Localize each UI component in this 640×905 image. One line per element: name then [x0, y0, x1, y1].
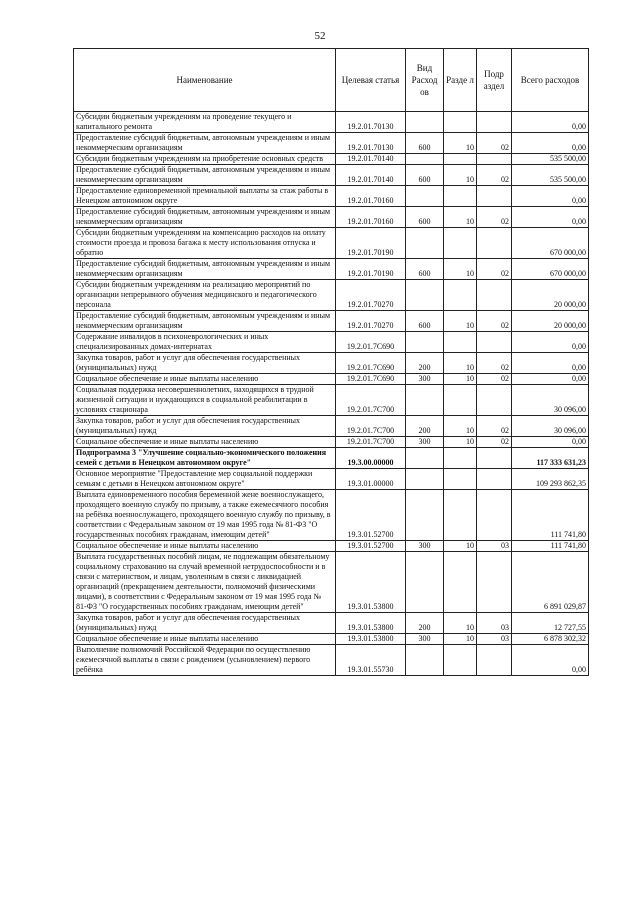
row-subsection [477, 552, 512, 613]
row-article: 19.2.01.7С690 [336, 374, 406, 385]
header-name: Наименование [74, 49, 336, 112]
row-kind: 600 [406, 259, 444, 280]
row-total: 30 096,00 [512, 385, 589, 416]
row-article: 19.3.01.52700 [336, 490, 406, 541]
row-subsection: 03 [477, 541, 512, 552]
row-article: 19.3.01.53800 [336, 613, 406, 634]
row-kind: 300 [406, 541, 444, 552]
row-kind [406, 332, 444, 353]
row-section: 10 [444, 541, 477, 552]
header-kind: Вид Расход ов [406, 49, 444, 112]
row-article: 19.2.01.70140 [336, 154, 406, 165]
table-row [74, 490, 589, 541]
header-total: Всего расходов [512, 49, 589, 112]
row-subsection: 02 [477, 207, 512, 228]
row-subsection: 02 [477, 133, 512, 154]
row-kind: 600 [406, 207, 444, 228]
row-name: Выполнение полномочий Российской Федерации по осуществлению ежемесячной выплаты в связи с рождением (усыновлением) первого ребёнка [74, 645, 336, 676]
row-total: 0,00 [512, 207, 589, 228]
table-row [74, 154, 589, 165]
row-subsection: 02 [477, 374, 512, 385]
row-kind: 200 [406, 416, 444, 437]
row-kind [406, 186, 444, 207]
table-row [74, 112, 589, 133]
row-kind [406, 552, 444, 613]
row-section: 10 [444, 353, 477, 374]
row-total: 670 000,00 [512, 259, 589, 280]
row-kind [406, 112, 444, 133]
row-article: 19.2.01.70270 [336, 280, 406, 311]
row-total: 535 500,00 [512, 154, 589, 165]
row-section: 10 [444, 259, 477, 280]
row-subsection [477, 490, 512, 541]
row-subsection: 02 [477, 165, 512, 186]
row-article: 19.2.01.70140 [336, 165, 406, 186]
row-total: 535 500,00 [512, 165, 589, 186]
row-kind: 300 [406, 634, 444, 645]
table-row [74, 374, 589, 385]
row-subsection: 03 [477, 613, 512, 634]
header-article: Целевая статья [336, 49, 406, 112]
row-section: 10 [444, 165, 477, 186]
row-kind [406, 448, 444, 469]
table-row [74, 645, 589, 676]
row-article: 19.2.01.70190 [336, 228, 406, 259]
row-kind [406, 469, 444, 490]
header-section: Разде л [444, 49, 477, 112]
table-row [74, 613, 589, 634]
row-article: 19.3.01.53800 [336, 634, 406, 645]
row-name: Подпрограмма 3 "Улучшение социально-экономического положения семей с детьми в Ненецком автономном округе" [74, 448, 336, 469]
table-row [74, 332, 589, 353]
row-name: Субсидии бюджетным учреждениям на проведение текущего и капитального ремонта [74, 112, 336, 133]
row-total: 111 741,80 [512, 541, 589, 552]
row-article: 19.2.01.70160 [336, 186, 406, 207]
row-total: 670 000,00 [512, 228, 589, 259]
row-total: 0,00 [512, 112, 589, 133]
row-total: 0,00 [512, 645, 589, 676]
row-name: Предоставление субсидий бюджетным, автономным учреждениям и иным некоммерческим организациям [74, 259, 336, 280]
row-name: Социальное обеспечение и иные выплаты населению [74, 374, 336, 385]
table-row [74, 280, 589, 311]
row-total: 111 741,80 [512, 490, 589, 541]
row-total: 6 878 302,32 [512, 634, 589, 645]
row-section [444, 490, 477, 541]
row-name: Субсидии бюджетным учреждениям на приобретение основных средств [74, 154, 336, 165]
table-row [74, 165, 589, 186]
budget-table [73, 48, 589, 676]
row-article: 19.2.01.7С700 [336, 437, 406, 448]
row-subsection: 02 [477, 437, 512, 448]
row-section [444, 385, 477, 416]
row-total: 20 000,00 [512, 280, 589, 311]
header-subsection: Подр аздел [477, 49, 512, 112]
row-kind [406, 228, 444, 259]
row-kind: 300 [406, 374, 444, 385]
row-article: 19.3.00.00000 [336, 448, 406, 469]
page-number: 52 [314, 30, 326, 42]
table-row [74, 186, 589, 207]
row-subsection [477, 154, 512, 165]
row-article: 19.2.01.70130 [336, 133, 406, 154]
row-subsection [477, 186, 512, 207]
row-kind: 300 [406, 437, 444, 448]
row-total: 0,00 [512, 332, 589, 353]
row-subsection [477, 448, 512, 469]
row-article: 19.2.01.70160 [336, 207, 406, 228]
row-name: Предоставление субсидий бюджетным, автономным учреждениям и иным некоммерческим организациям [74, 311, 336, 332]
row-name: Закупка товаров, работ и услуг для обеспечения государственных (муниципальных) нужд [74, 613, 336, 634]
row-name: Субсидии бюджетным учреждениям на компенсацию расходов на оплату стоимости проезда и провоза багажа к месту использования отпуска и обратно [74, 228, 336, 259]
row-article: 19.2.01.70130 [336, 112, 406, 133]
row-section: 10 [444, 311, 477, 332]
row-article: 19.2.01.7С700 [336, 385, 406, 416]
row-total: 109 293 862,35 [512, 469, 589, 490]
row-article: 19.2.01.7С690 [336, 353, 406, 374]
row-section: 10 [444, 416, 477, 437]
row-article: 19.3.01.53800 [336, 552, 406, 613]
row-subsection [477, 112, 512, 133]
row-kind: 200 [406, 353, 444, 374]
table-header-row [74, 49, 589, 112]
row-total: 20 000,00 [512, 311, 589, 332]
row-name: Социальное обеспечение и иные выплаты населению [74, 541, 336, 552]
row-section [444, 645, 477, 676]
row-name: Социальное обеспечение и иные выплаты населению [74, 437, 336, 448]
row-name: Предоставление субсидий бюджетным, автономным учреждениям и иным некоммерческим организациям [74, 207, 336, 228]
row-kind: 200 [406, 613, 444, 634]
row-total: 30 096,00 [512, 416, 589, 437]
row-subsection [477, 228, 512, 259]
table-row [74, 469, 589, 490]
table-row [74, 133, 589, 154]
row-section [444, 112, 477, 133]
row-name: Предоставление субсидий бюджетным, автономным учреждениям и иным некоммерческим организациям [74, 133, 336, 154]
row-name: Предоставление единовременной премиальной выплаты за стаж работы в Ненецком автономном округе [74, 186, 336, 207]
row-kind [406, 490, 444, 541]
row-name: Предоставление субсидий бюджетным, автономным учреждениям и иным некоммерческим организациям [74, 165, 336, 186]
row-total: 0,00 [512, 133, 589, 154]
row-subsection: 02 [477, 311, 512, 332]
row-subsection [477, 645, 512, 676]
row-article: 19.3.01.55730 [336, 645, 406, 676]
row-section [444, 228, 477, 259]
row-article: 19.3.01.00000 [336, 469, 406, 490]
table-row [74, 634, 589, 645]
row-name: Выплата единовременного пособия беременной жене военнослужащего, проходящего военную службу по призыву, а также ежемесячного пособия на ребёнка военнослужащего, проходящего военную службу по призыву, в соответствии с Федеральным законом от 19 мая 1995 года № 81-ФЗ "О государственных пособиях гражданам, имеющим детей" [74, 490, 336, 541]
row-article: 19.3.01.52700 [336, 541, 406, 552]
table-row [74, 385, 589, 416]
table-row [74, 353, 589, 374]
row-total: 0,00 [512, 374, 589, 385]
row-kind: 600 [406, 165, 444, 186]
row-subsection: 03 [477, 634, 512, 645]
row-subsection: 02 [477, 353, 512, 374]
row-section: 10 [444, 613, 477, 634]
row-section: 10 [444, 634, 477, 645]
row-section: 10 [444, 374, 477, 385]
table-row [74, 552, 589, 613]
row-total: 12 727,55 [512, 613, 589, 634]
row-article: 19.2.01.7С690 [336, 332, 406, 353]
table-row [74, 207, 589, 228]
row-name: Субсидии бюджетным учреждениям на реализацию мероприятий по организации непрерывного обучения медицинского и педагогического персонала [74, 280, 336, 311]
row-article: 19.2.01.7С700 [336, 416, 406, 437]
row-section: 10 [444, 207, 477, 228]
row-kind [406, 645, 444, 676]
row-name: Выплата государственных пособий лицам, не подлежащим обязательному социальному страхованию на случай временной нетрудоспособности и в связи с материнством, и лицам, уволенным в связи с ликвидацией организаций (прекращением деятельности, полномочий физическими лицами), в соответствии с Федеральным законом от 19 мая 1995 года № 81-ФЗ "О государственных пособиях гражданам, имеющим детей" [74, 552, 336, 613]
row-subsection [477, 385, 512, 416]
table-body [74, 112, 589, 676]
row-section [444, 186, 477, 207]
row-article: 19.2.01.70190 [336, 259, 406, 280]
table-row [74, 311, 589, 332]
row-kind [406, 154, 444, 165]
row-name: Содержание инвалидов в психоневрологических и иных специализированных домах-интернатах [74, 332, 336, 353]
row-subsection [477, 469, 512, 490]
row-name: Закупка товаров, работ и услуг для обеспечения государственных (муниципальных) нужд [74, 416, 336, 437]
row-section [444, 448, 477, 469]
row-section [444, 280, 477, 311]
row-section [444, 154, 477, 165]
row-section [444, 469, 477, 490]
row-total: 6 891 029,87 [512, 552, 589, 613]
table-row [74, 448, 589, 469]
row-section: 10 [444, 437, 477, 448]
row-kind: 600 [406, 133, 444, 154]
row-total: 117 333 631,23 [512, 448, 589, 469]
table-row [74, 437, 589, 448]
row-kind [406, 280, 444, 311]
row-total: 0,00 [512, 437, 589, 448]
table-row [74, 416, 589, 437]
row-subsection: 02 [477, 416, 512, 437]
table-row [74, 259, 589, 280]
row-subsection [477, 280, 512, 311]
row-subsection [477, 332, 512, 353]
row-total: 0,00 [512, 186, 589, 207]
row-total: 0,00 [512, 353, 589, 374]
table-row [74, 228, 589, 259]
row-section [444, 332, 477, 353]
row-name: Закупка товаров, работ и услуг для обеспечения государственных (муниципальных) нужд [74, 353, 336, 374]
table-row [74, 541, 589, 552]
row-subsection: 02 [477, 259, 512, 280]
row-section: 10 [444, 133, 477, 154]
row-name: Социальное обеспечение и иные выплаты населению [74, 634, 336, 645]
row-name: Социальная поддержка несовершеннолетних, находящихся в трудной жизненной ситуации и нуждающихся в социальной реабилитации в условиях стационара [74, 385, 336, 416]
row-name: Основное мероприятие "Предоставление мер социальной поддержки семьям с детьми в Ненецком автономном округе" [74, 469, 336, 490]
row-kind: 600 [406, 311, 444, 332]
row-section [444, 552, 477, 613]
row-article: 19.2.01.70270 [336, 311, 406, 332]
row-kind [406, 385, 444, 416]
